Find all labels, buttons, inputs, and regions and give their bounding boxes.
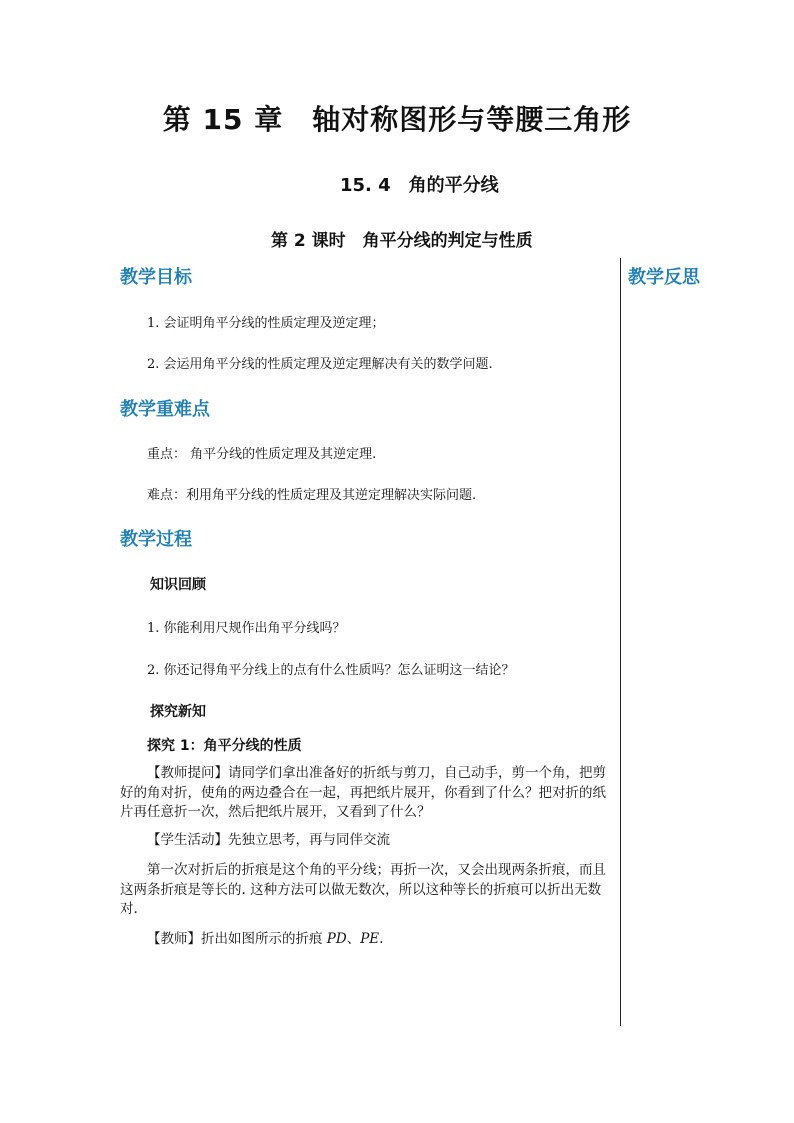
objective-item-1: 1. 会证明角平分线的性质定理及逆定理； [147, 316, 385, 331]
teacher-statement [120, 930, 612, 950]
process-heading: 教学过程 [120, 529, 192, 550]
focus-text: 重点： 角平分线的性质定理及其逆定理. [147, 447, 377, 462]
objective-item-2: 2. 会运用角平分线的性质定理及逆定理解决有关的数学问题. [147, 357, 493, 372]
review-heading: 知识回顾 [150, 577, 206, 593]
key-points-heading: 教学重难点 [120, 399, 210, 420]
chapter-title: 第 15 章 轴对称图形与等腰三角形 [162, 103, 632, 136]
reflection-heading: 教学反思 [628, 267, 700, 288]
review-item-1: 1. 你能利用尺规作出角平分线吗？ [147, 621, 346, 636]
student-activity: 【学生活动】先独立思考，再与同伴交流 [147, 832, 390, 848]
teacher-statement-suffix: . [379, 931, 384, 947]
separator: 、 [346, 931, 361, 947]
explore-heading: 探究新知 [150, 704, 206, 720]
teacher-question: 【教师提问】请同学们拿出准备好的折纸与剪刀，自己动手，剪一个角，把剪好的角对折，使角的两边叠合在一起，再把纸片展开，你看到了什么？把对折的纸片再任意折一次，然后把纸片展开，又看到了什么？ [120, 765, 606, 820]
objectives-heading: 教学目标 [120, 267, 192, 288]
section-title: 15. 4 角的平分线 [340, 175, 499, 196]
lesson-title: 第 2 课时 角平分线的判定与性质 [271, 231, 533, 251]
var-pd: PD [326, 931, 347, 947]
review-item-2: 2. 你还记得角平分线上的点有什么性质吗？怎么证明这一结论？ [147, 663, 515, 678]
var-pe: PE [360, 931, 380, 947]
difficulty-text: 难点：利用角平分线的性质定理及其逆定理解决实际问题. [147, 488, 477, 503]
explore1-heading: 探究 1：角平分线的性质 [147, 738, 302, 754]
column-divider [620, 258, 621, 1026]
teacher-statement-prefix: 【教师】折出如图所示的折痕 [147, 931, 327, 947]
observation-text: 第一次对折后的折痕是这个角的平分线；再折一次，又会出现两条折痕，而且这两条折痕是等长的. 这种方法可以做无数次，所以这种等长的折痕可以折出无数对. [120, 862, 606, 917]
